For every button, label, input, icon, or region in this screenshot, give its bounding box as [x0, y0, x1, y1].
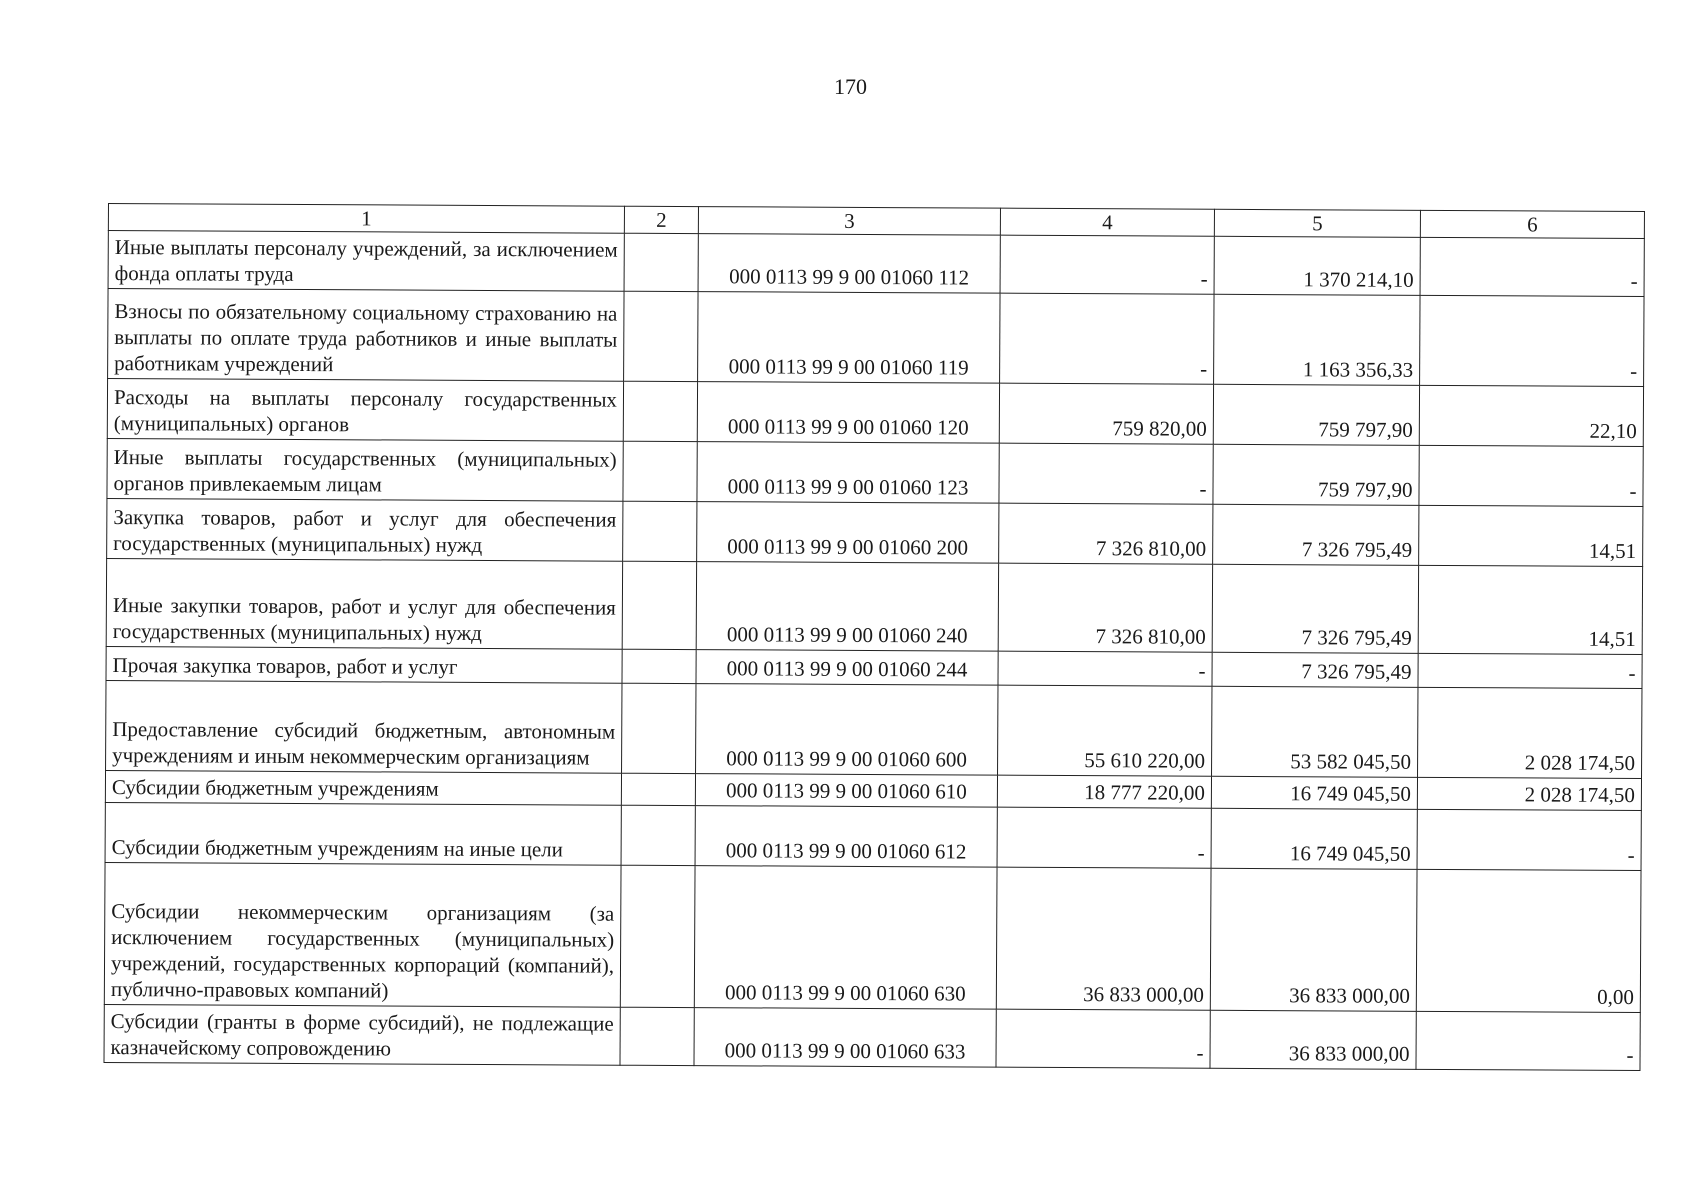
- row-col-4: 36 833 000,00: [996, 867, 1211, 1010]
- row-col-5: 7 326 795,49: [1212, 652, 1418, 687]
- table-row: [108, 231, 1644, 297]
- row-description: Закупка товаров, работ и услуг для обеспечения государственных (муниципальных) нужд: [107, 498, 623, 561]
- table-row: [107, 498, 1643, 566]
- row-description: Субсидии бюджетным учреждениям: [105, 770, 621, 805]
- row-description: Иные выплаты государственных (муниципальных) органов привлекаемым лицам: [107, 438, 623, 501]
- header-col-6: 6: [1420, 210, 1644, 238]
- row-col-5: 16 749 045,50: [1211, 808, 1417, 869]
- table-row: [105, 802, 1641, 870]
- row-code: 000 0113 99 9 00 01060 600: [696, 684, 998, 776]
- row-col-2: [622, 683, 696, 773]
- row-description: Иные выплаты персоналу учреждений, за исключением фонда оплаты труда: [108, 231, 624, 292]
- row-code: 000 0113 99 9 00 01060 123: [697, 442, 999, 504]
- row-code: 000 0113 99 9 00 01060 612: [695, 806, 997, 868]
- table-row: [104, 862, 1641, 1012]
- table-row: [107, 379, 1643, 447]
- row-code: 000 0113 99 9 00 01060 120: [697, 382, 999, 444]
- table-row: [106, 558, 1642, 654]
- row-code: 000 0113 99 9 00 01060 633: [694, 1008, 996, 1068]
- table-row: [108, 289, 1644, 387]
- row-code: 000 0113 99 9 00 01060 119: [698, 292, 1000, 384]
- row-col-2: [621, 773, 695, 805]
- row-description: Субсидии (гранты в форме субсидий), не подлежащие казначейскому сопровождению: [104, 1004, 620, 1065]
- header-col-3: 3: [698, 207, 1000, 236]
- row-col-6: 14,51: [1419, 505, 1643, 566]
- row-col-4: -: [996, 1009, 1210, 1068]
- header-col-5: 5: [1214, 209, 1420, 237]
- table-row: [104, 1004, 1640, 1070]
- row-col-4: -: [1000, 293, 1214, 384]
- table-row: [107, 438, 1643, 506]
- row-col-2: [621, 805, 695, 865]
- row-col-4: -: [999, 443, 1213, 504]
- row-col-5: 7 326 795,49: [1212, 564, 1418, 653]
- row-description: Расходы на выплаты персоналу государственных (муниципальных) органов: [107, 379, 623, 442]
- row-col-2: [620, 865, 695, 1007]
- row-col-4: 18 777 220,00: [997, 775, 1211, 808]
- row-code: 000 0113 99 9 00 01060 244: [696, 650, 998, 686]
- row-col-2: [622, 561, 696, 649]
- row-col-2: [623, 381, 697, 441]
- row-col-4: 759 820,00: [999, 383, 1213, 444]
- row-description: Иные закупки товаров, работ и услуг для обеспечения государственных (муниципальных) нужд: [106, 558, 622, 649]
- row-col-5: 7 326 795,49: [1213, 504, 1419, 565]
- row-col-4: 7 326 810,00: [998, 563, 1212, 652]
- row-col-5: 36 833 000,00: [1210, 868, 1417, 1011]
- row-description: Прочая закупка товаров, работ и услуг: [106, 646, 622, 683]
- row-code: 000 0113 99 9 00 01060 630: [694, 866, 997, 1010]
- row-col-4: -: [998, 651, 1212, 686]
- row-col-2: [622, 649, 696, 683]
- row-col-6: 14,51: [1418, 565, 1642, 654]
- row-col-2: [623, 501, 697, 561]
- header-col-1: 1: [108, 204, 624, 234]
- page-number: 170: [834, 74, 867, 99]
- row-col-2: [624, 291, 698, 381]
- row-col-6: 2 028 174,50: [1418, 687, 1642, 778]
- row-code: 000 0113 99 9 00 01060 200: [697, 502, 999, 564]
- row-col-6: -: [1420, 237, 1644, 296]
- row-description: Субсидии бюджетным учреждениям на иные цели: [105, 802, 621, 865]
- row-col-5: 759 797,90: [1213, 384, 1419, 445]
- row-col-5: 16 749 045,50: [1211, 776, 1417, 809]
- row-col-5: 759 797,90: [1213, 444, 1419, 505]
- row-col-6: -: [1420, 295, 1644, 386]
- row-description: Субсидии некоммерческим организациям (за исключением государственных (муниципальных) учреждений, государственных корпораций (компаний), публично-правовых компаний): [104, 862, 621, 1007]
- row-code: 000 0113 99 9 00 01060 112: [698, 234, 1000, 294]
- row-col-4: -: [997, 807, 1211, 868]
- row-col-6: 0,00: [1416, 869, 1641, 1012]
- row-col-4: -: [1000, 235, 1214, 294]
- budget-execution-table: [103, 203, 1644, 1071]
- row-col-6: -: [1418, 653, 1642, 688]
- row-code: 000 0113 99 9 00 01060 610: [695, 774, 997, 808]
- row-code: 000 0113 99 9 00 01060 240: [696, 562, 998, 652]
- row-col-4: 7 326 810,00: [999, 503, 1213, 564]
- row-col-6: -: [1416, 1011, 1640, 1070]
- row-col-6: 2 028 174,50: [1417, 777, 1641, 810]
- row-col-6: -: [1417, 809, 1641, 870]
- row-col-5: 36 833 000,00: [1210, 1010, 1416, 1069]
- row-description: Предоставление субсидий бюджетным, автономным учреждениям и иным некоммерческим организациям: [106, 680, 622, 773]
- row-col-5: 1 163 356,33: [1214, 294, 1420, 385]
- row-col-4: 55 610 220,00: [998, 685, 1212, 776]
- row-col-2: [624, 233, 698, 291]
- row-col-5: 53 582 045,50: [1212, 686, 1418, 777]
- header-col-2: 2: [624, 206, 698, 233]
- row-col-2: [623, 441, 697, 501]
- row-col-6: 22,10: [1419, 385, 1643, 446]
- row-col-2: [620, 1007, 694, 1065]
- row-col-5: 1 370 214,10: [1214, 236, 1420, 295]
- header-col-4: 4: [1000, 208, 1214, 236]
- table-row: [106, 680, 1642, 778]
- row-description: Взносы по обязательному социальному страхованию на выплаты по оплате труда работников и иные выплаты работникам учреждений: [108, 289, 624, 382]
- row-col-6: -: [1419, 445, 1643, 506]
